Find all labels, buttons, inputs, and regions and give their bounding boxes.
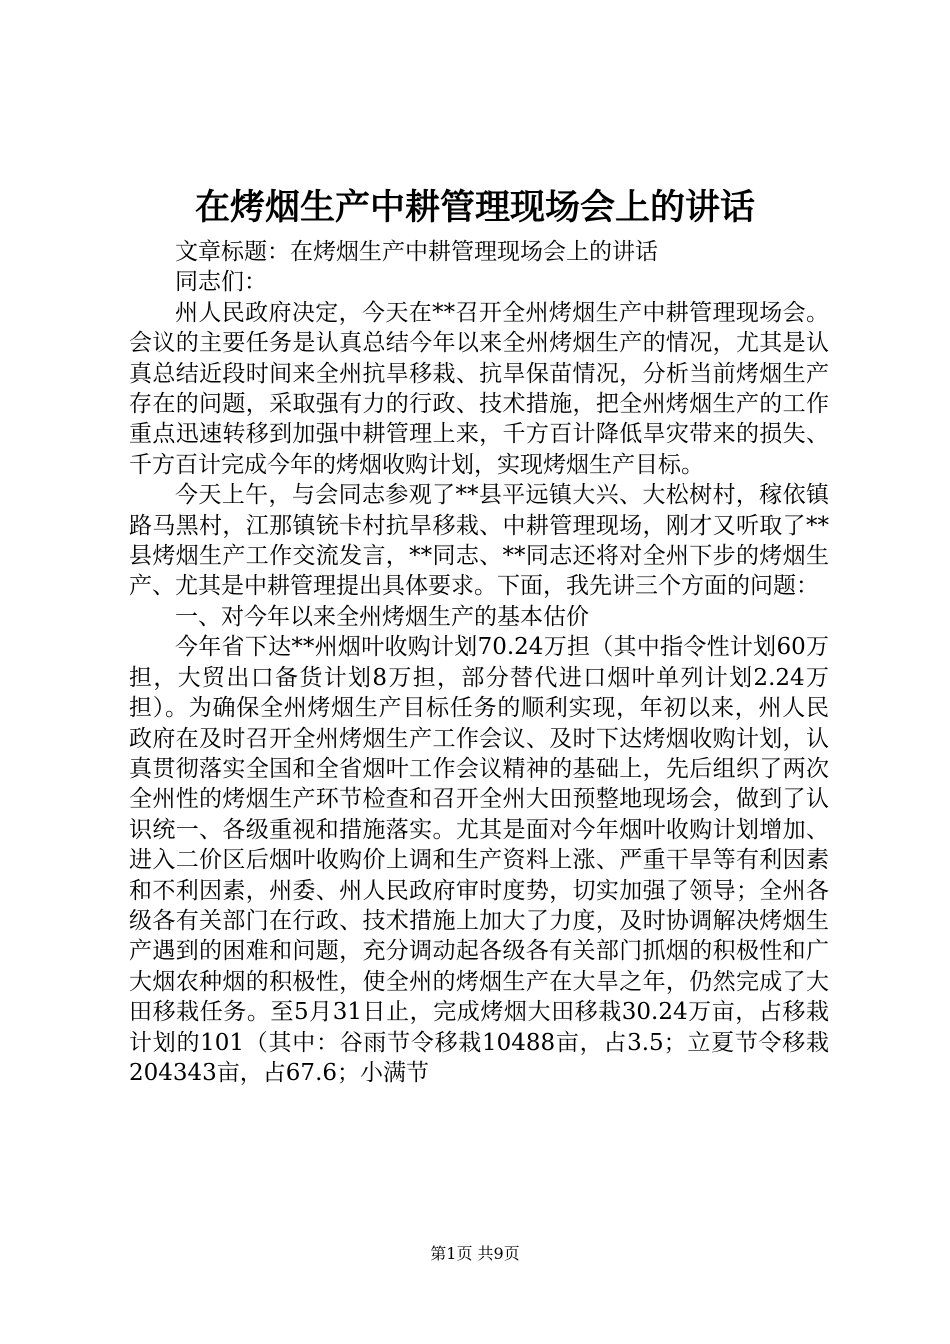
body-paragraph: 州人民政府决定，今天在**召开全州烤烟生产中耕管理现场会。会议的主要任务是认真总结今年以来全州烤烟生产的情况，尤其是认真总结近段时间来全州抗旱移栽、抗旱保苗情况，分析当前烤烟生产存在的问题，采取强有力的行政、技术措施，把全州烤烟生产的工作重点迅速转移到加强中耕管理上来，千方百计降低旱灾带来的损失、千方百计完成今年的烤烟收购计划，实现烤烟生产目标。 bbox=[129, 299, 829, 478]
section-heading: 一、对今年以来全州烤烟生产的基本估价 bbox=[175, 603, 589, 630]
salutation: 同志们： bbox=[175, 269, 267, 296]
article-title-line: 文章标题：在烤烟生产中耕管理现场会上的讲话 bbox=[175, 239, 658, 265]
page-footer: 第1页 共9页 bbox=[430, 1244, 520, 1263]
document-body bbox=[129, 237, 829, 1088]
document-title: 在烤烟生产中耕管理现场会上的讲话 bbox=[194, 187, 755, 228]
body-paragraph: 今年省下达**州烟叶收购计划70.24万担（其中指令性计划60万担，大贸出口备货计划8万担，部分替代进口烟叶单列计划2.24万担）。为确保全州烤烟生产目标任务的顺利实现，年初以来，州人民政府在及时召开全州烤烟生产工作会议、及时下达烤烟收购计划，认真贯彻落实全国和全省烟叶工作会议精神的基础上，先后组织了两次全州性的烤烟生产环节检查和召开全州大田预整地现场会，做到了认识统一、各级重视和措施落实。尤其是面对今年烟叶收购计划增加、进入二价区后烟叶收购价上调和生产资料上涨、严重干旱等有利因素和不利因素，州委、州人民政府审时度势，切实加强了领导；全州各级各有关部门在行政、技术措施上加大了力度，及时协调解决烤烟生产遇到的困难和问题，充分调动起各级各有关部门抓烟的积极性和广大烟农种烟的积极性，使全州的烤烟生产在大旱之年，仍然完成了大田移栽任务。至5月31日止，完成烤烟大田移栽30.24万亩，占移栽计划的101（其中：谷雨节令移栽10488亩，占3.5；立夏节令移栽204343亩，占67.6；小满节 bbox=[129, 634, 829, 1086]
body-paragraph: 今天上午，与会同志参观了**县平远镇大兴、大松树村，稼依镇路马黑村，江那镇铳卡村抗旱移栽、中耕管理现场，刚才又听取了**县烤烟生产工作交流发言，**同志、**同志还将对全州下步的烤烟生产、尤其是中耕管理提出具体要求。下面，我先讲三个方面的问题： bbox=[129, 482, 829, 600]
